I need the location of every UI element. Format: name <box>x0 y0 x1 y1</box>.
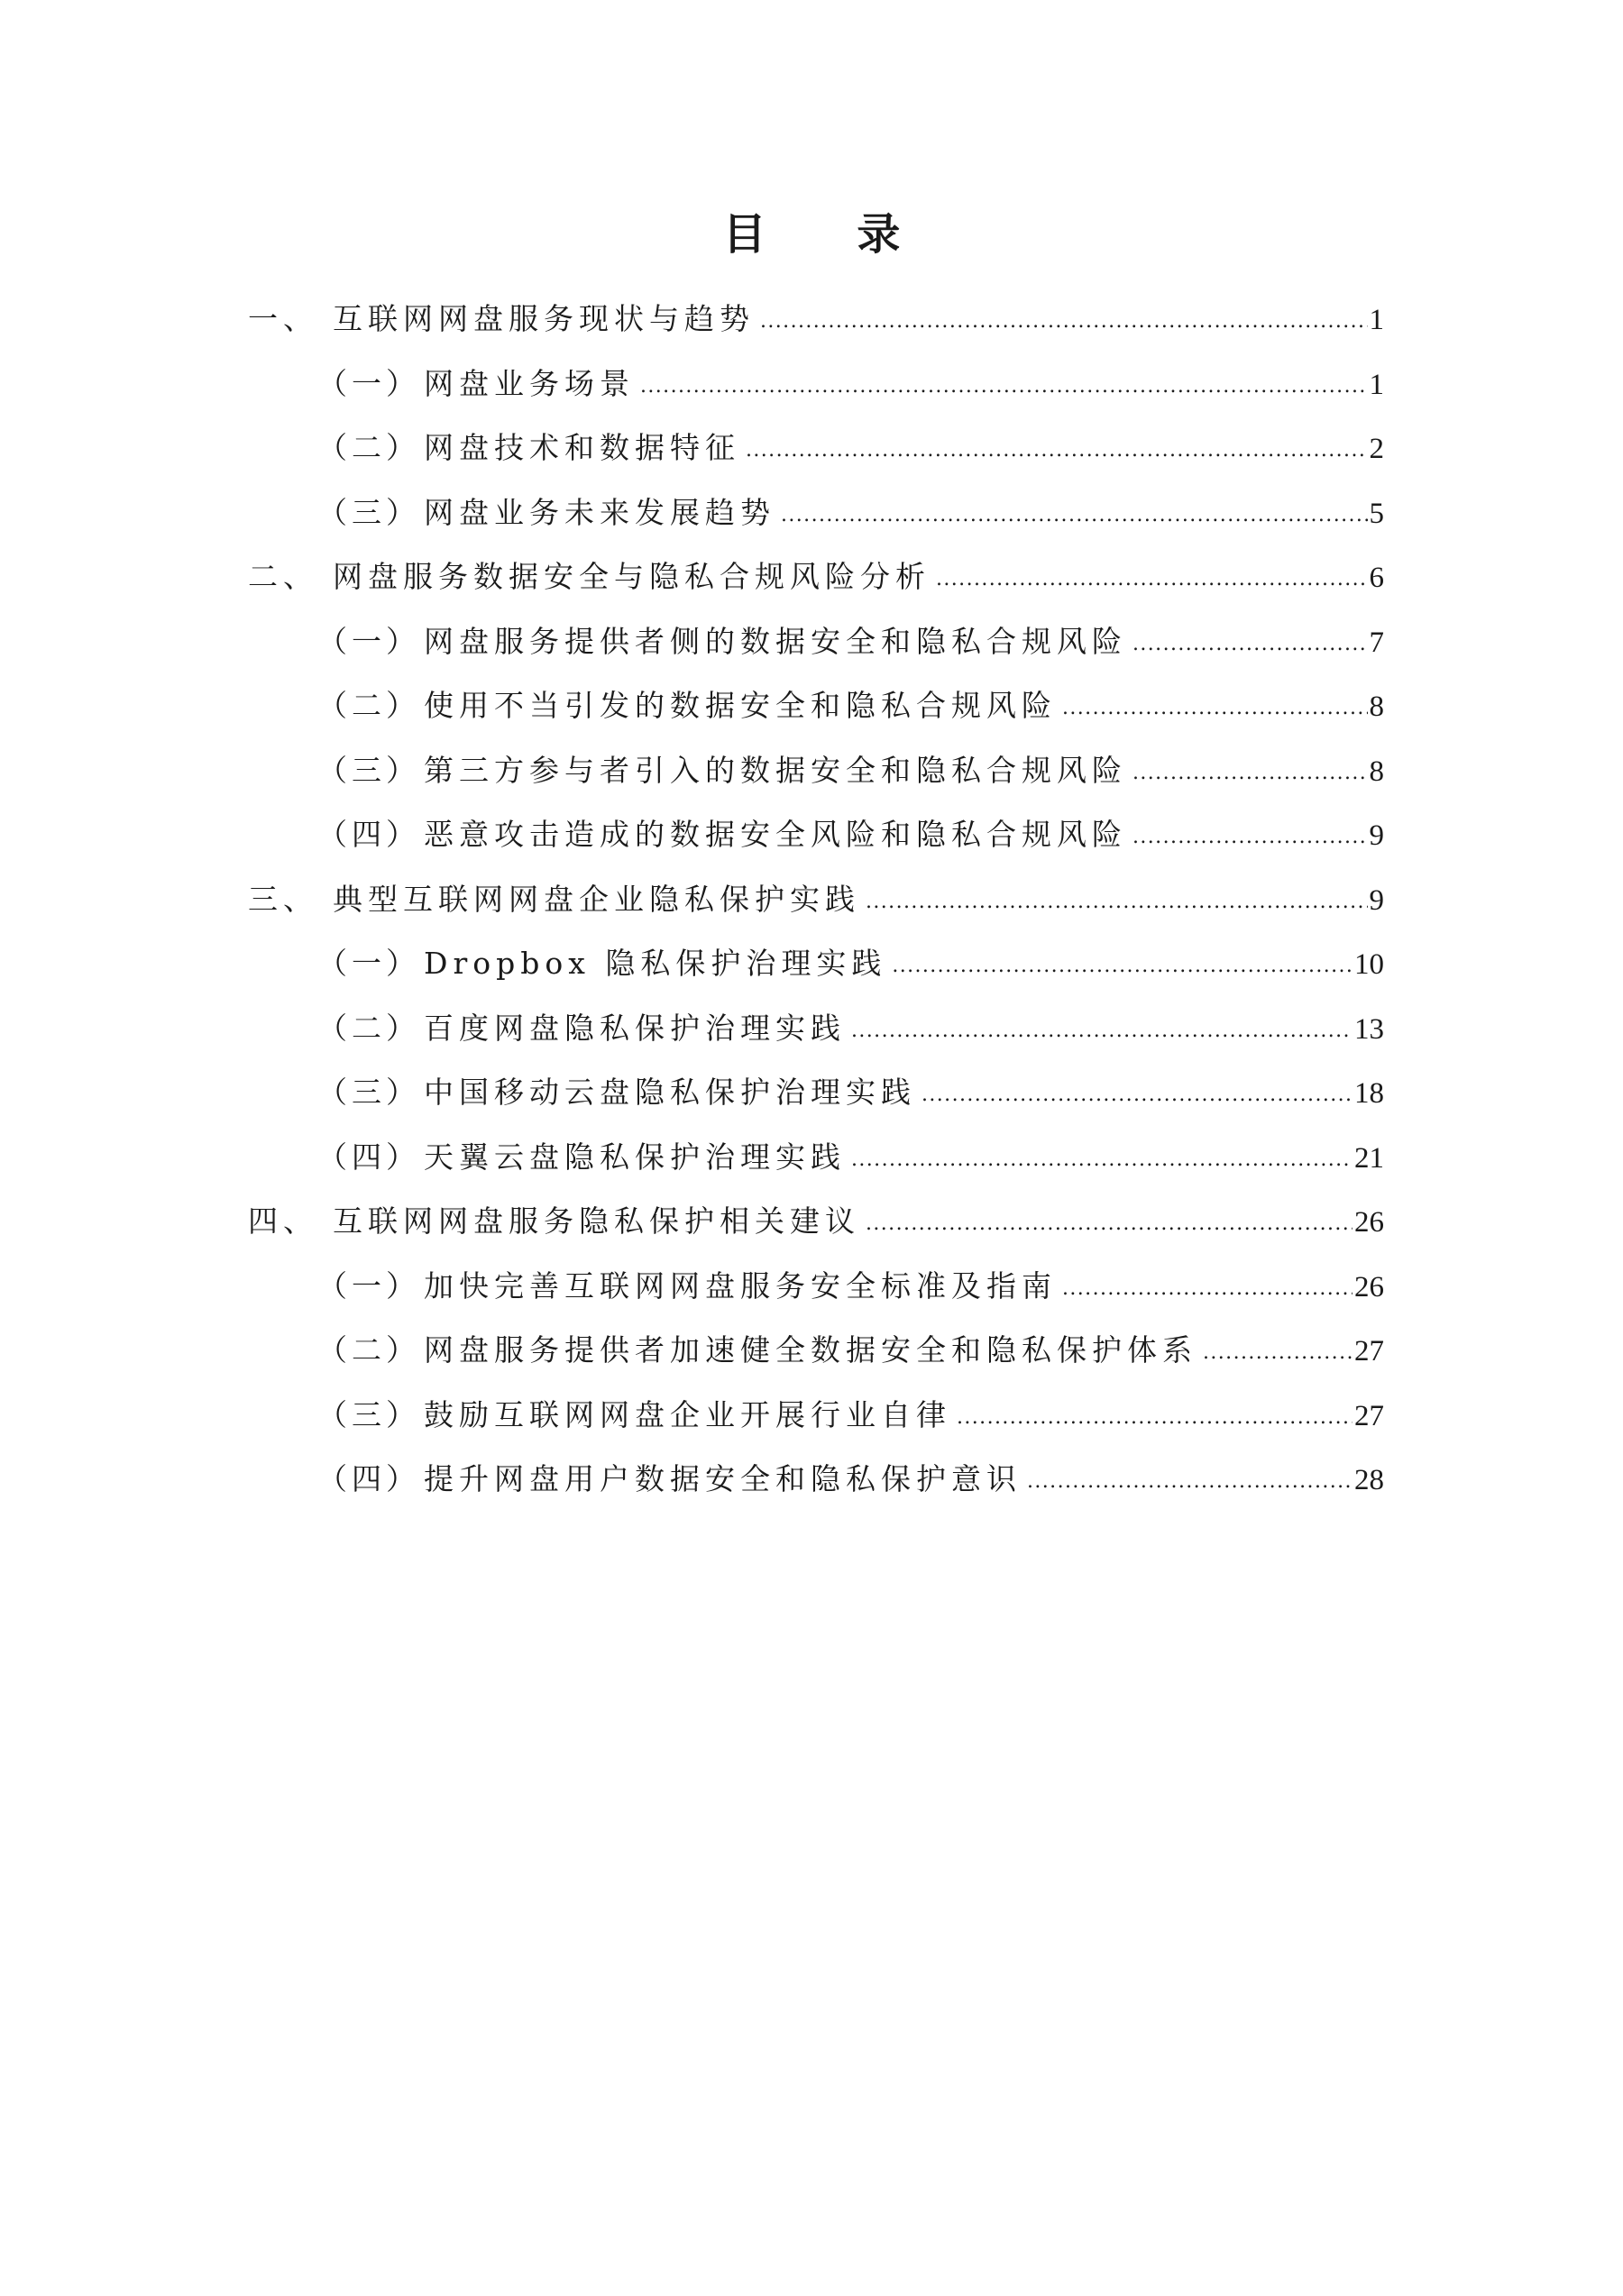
toc-dot-leader <box>1203 1316 1352 1381</box>
toc-entry-title: 百度网盘隐私保护治理实践 <box>424 1010 846 1046</box>
toc-entry-page-number: 26 <box>1354 1206 1384 1239</box>
toc-entry-number: （二） <box>317 688 420 723</box>
toc-entry-title: 第三方参与者引入的数据安全和隐私合规风险 <box>424 752 1127 788</box>
toc-entry[interactable] <box>248 738 1384 803</box>
toc-dot-leader <box>746 414 1368 479</box>
toc-entry-page-number: 27 <box>1354 1399 1384 1432</box>
toc-entry[interactable] <box>248 609 1384 674</box>
toc-dot-leader <box>866 865 1368 930</box>
toc-entry-number: （二） <box>317 1010 420 1046</box>
toc-entry-page-number: 21 <box>1354 1141 1384 1175</box>
toc-entry[interactable] <box>248 544 1384 609</box>
toc-entry-number: 三、 <box>248 881 318 917</box>
toc-entry-title: 天翼云盘隐私保护治理实践 <box>424 1139 846 1175</box>
toc-entry-title: 网盘服务数据安全与隐私合规风险分析 <box>333 559 931 594</box>
toc-title: 目 录 <box>722 209 939 260</box>
toc-entry[interactable] <box>248 1060 1384 1125</box>
toc-entry-page-number: 8 <box>1369 755 1384 788</box>
toc-entry-number: （四） <box>317 817 420 852</box>
toc-entry-number: （一） <box>317 946 420 981</box>
toc-entry[interactable] <box>248 867 1384 932</box>
toc-entry[interactable] <box>248 416 1384 480</box>
toc-entry[interactable] <box>248 931 1384 996</box>
toc-entry[interactable] <box>248 1189 1384 1254</box>
toc-entry-number: （三） <box>317 494 420 530</box>
toc-entry-title: 使用不当引发的数据安全和隐私合规风险 <box>424 688 1057 723</box>
toc-entry-page-number: 18 <box>1354 1077 1384 1110</box>
toc-entry-title: 网盘服务提供者加速健全数据安全和隐私保护体系 <box>424 1332 1197 1368</box>
toc-entry-title: 互联网网盘服务现状与趋势 <box>333 301 755 336</box>
toc-entry-page-number: 26 <box>1354 1270 1384 1304</box>
toc-dot-leader <box>781 479 1368 544</box>
toc-entry-page-number: 6 <box>1369 562 1384 594</box>
toc-entry-title: 互联网网盘服务隐私保护相关建议 <box>333 1203 860 1239</box>
toc-entry-page-number: 2 <box>1369 433 1384 465</box>
toc-entry[interactable] <box>248 352 1384 416</box>
toc-entry-page-number: 9 <box>1369 883 1384 917</box>
toc-entry-title: 加快完善互联网网盘服务安全标准及指南 <box>424 1267 1057 1304</box>
toc-entry-title: 提升网盘用户数据安全和隐私保护意识 <box>424 1461 1022 1496</box>
toc-dot-leader <box>957 1381 1352 1446</box>
toc-entry-number: （三） <box>317 752 420 788</box>
toc-entry-number: （一） <box>317 1267 420 1304</box>
toc-entry[interactable] <box>248 996 1384 1061</box>
toc-entry-number: （二） <box>317 1332 420 1368</box>
toc-entry-title: 鼓励互联网网盘企业开展行业自律 <box>424 1396 951 1432</box>
toc-entry-page-number: 1 <box>1369 368 1384 401</box>
toc-entry-page-number: 28 <box>1354 1464 1384 1496</box>
toc-entry-page-number: 1 <box>1369 304 1384 336</box>
toc-entry-title: 网盘业务场景 <box>424 365 635 401</box>
toc-entry[interactable] <box>248 1125 1384 1190</box>
toc-dot-leader <box>1132 800 1368 865</box>
toc-dot-leader <box>851 1123 1352 1188</box>
toc-dot-leader <box>1062 1252 1352 1317</box>
toc-entry[interactable] <box>248 1318 1384 1383</box>
toc-entry-number: （一） <box>317 623 420 659</box>
toc-entry-title: 网盘技术和数据特征 <box>424 430 740 465</box>
toc-entry-number: 一、 <box>248 301 318 336</box>
toc-entry-page-number: 10 <box>1354 948 1384 981</box>
toc-dot-leader <box>892 929 1352 994</box>
toc-dot-leader <box>1027 1445 1352 1510</box>
toc-entry-number: 二、 <box>248 559 318 594</box>
toc-dot-leader <box>640 350 1368 415</box>
toc-dot-leader <box>922 1058 1352 1123</box>
toc-entry-number: （二） <box>317 430 420 465</box>
toc-entry-number: 四、 <box>248 1203 318 1239</box>
toc-dot-leader <box>936 543 1368 608</box>
toc-entry-title: 中国移动云盘隐私保护治理实践 <box>424 1075 916 1110</box>
toc-entry-page-number: 7 <box>1369 626 1384 659</box>
toc-entry-number: （四） <box>317 1139 420 1175</box>
toc-entry[interactable] <box>248 480 1384 545</box>
toc-entry[interactable] <box>248 1383 1384 1448</box>
toc-entry[interactable] <box>248 1254 1384 1319</box>
toc-dot-leader <box>866 1187 1352 1252</box>
toc-entry-number: （四） <box>317 1461 420 1496</box>
toc-dot-leader <box>1132 736 1368 801</box>
toc-entry-title: 网盘服务提供者侧的数据安全和隐私合规风险 <box>424 623 1127 659</box>
toc-entry-page-number: 8 <box>1369 691 1384 723</box>
toc-entry[interactable] <box>248 673 1384 738</box>
toc-entry-page-number: 9 <box>1369 819 1384 852</box>
toc-entry-title: 恶意攻击造成的数据安全风险和隐私合规风险 <box>424 817 1127 852</box>
table-of-contents <box>248 287 1384 1512</box>
toc-entry-page-number: 27 <box>1354 1335 1384 1368</box>
toc-dot-leader <box>1132 608 1368 672</box>
toc-entry-title: 典型互联网网盘企业隐私保护实践 <box>333 881 860 917</box>
toc-entry-page-number: 5 <box>1369 497 1384 530</box>
toc-entry[interactable] <box>248 802 1384 867</box>
toc-entry-number: （一） <box>317 365 420 401</box>
toc-entry[interactable] <box>248 1447 1384 1512</box>
toc-dot-leader <box>851 994 1352 1059</box>
toc-entry-page-number: 13 <box>1354 1012 1384 1046</box>
toc-entry-title: 网盘业务未来发展趋势 <box>424 494 775 530</box>
toc-dot-leader <box>1062 672 1368 736</box>
toc-entry[interactable] <box>248 287 1384 352</box>
toc-dot-leader <box>760 285 1368 350</box>
toc-entry-number: （三） <box>317 1396 420 1432</box>
toc-entry-number: （三） <box>317 1075 420 1110</box>
toc-entry-title: Dropbox 隐私保护治理实践 <box>424 946 887 981</box>
